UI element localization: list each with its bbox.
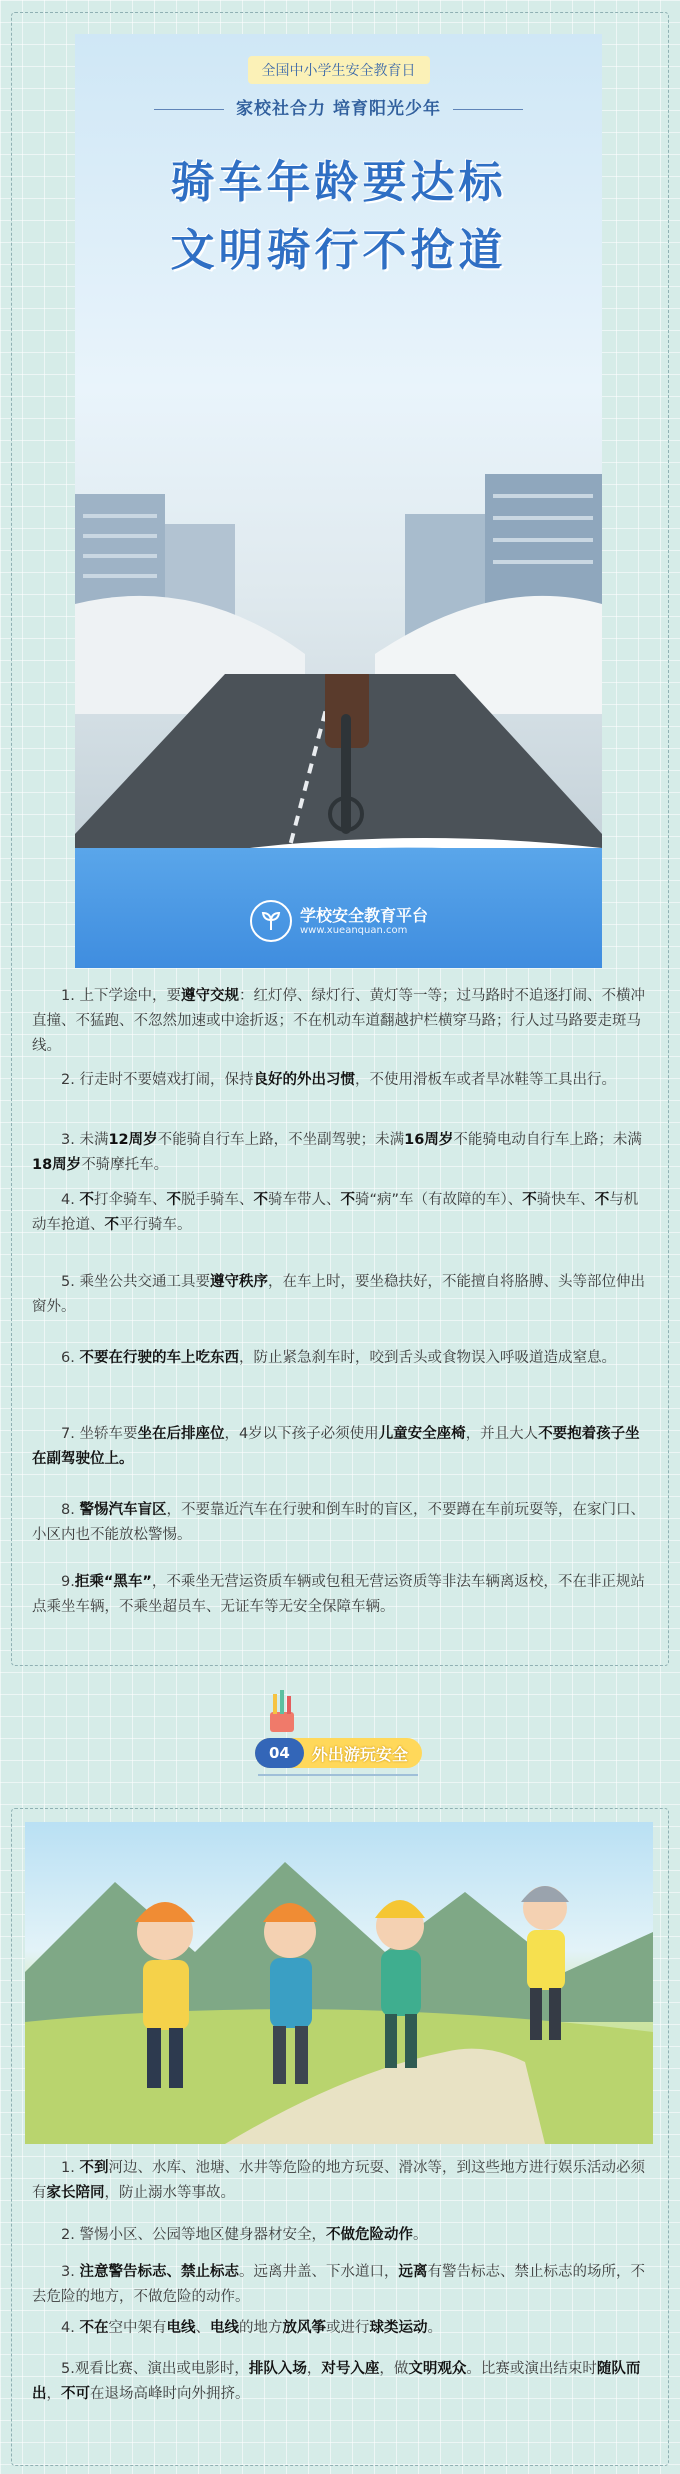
body-text: 6. [61,1350,80,1366]
body-text: ，不使用滑板车或者旱冰鞋等工具出行。 [354,1072,616,1088]
highlight-text: 注意警告标志、禁止标志 [79,2264,239,2280]
highlight-text: 不可 [61,2386,90,2402]
highlight-text: 对号入座 [321,2361,380,2377]
body-text: 9. [61,1574,75,1590]
body-text: 河边、水库、池塘、水井等危险的地方玩耍、滑冰等，到这些地方进行娱乐活动必须有 [32,2160,645,2201]
highlight-text: 随队而出 [32,2361,641,2402]
highlight-text: 不要抱着孩子坐在副驾驶位上。 [32,1426,640,1467]
hero-title-line2: 文明骑行不抢道 [170,225,507,276]
hero-title-line1: 骑车年龄要达标 [170,157,507,208]
highlight-text: 不 [253,1192,268,1208]
list-item [32,2223,646,2248]
list-item [32,2156,646,2206]
body-text: 3. [61,2264,80,2280]
body-text: 骑快车、 [536,1192,595,1208]
platform-logo[interactable] [250,900,428,942]
body-text: 打伞骑车、 [93,1192,167,1208]
body-text: 骑“病”车（有故障的车）、 [354,1192,523,1208]
list-item [32,1498,646,1548]
body-text: 。 [412,2227,428,2243]
highlight-text: 不 [104,1217,119,1233]
body-text: ，防止溺水等事故。 [104,2185,235,2201]
highlight-text: 电线 [166,2320,196,2336]
body-text: 。 [427,2320,442,2336]
highlight-text: 不 [166,1192,181,1208]
list-item [32,1346,646,1371]
body-text: 8. [61,1502,80,1518]
highlight-text: 排队入场 [248,2361,307,2377]
highlight-text: 不 [522,1192,537,1208]
section-number: 04 [255,1738,304,1768]
list-item [32,984,646,1059]
highlight-text: 儿童安全座椅 [378,1426,466,1442]
body-text: ，并且大人 [465,1426,539,1442]
body-text: 4. [61,1192,80,1208]
body-text: 有警告标志、禁止标志的场所，不去危险的地方，不做危险的动作。 [32,2264,645,2305]
body-text: 不骑摩托车。 [81,1157,169,1173]
section-heading: 外出游玩安全 [311,1744,408,1764]
body-text: 2. 警惕小区、公园等地区健身器材安全， [61,2227,326,2243]
list-item [32,1422,646,1472]
hero-poster [75,34,602,968]
highlight-text: 16周岁 [404,1132,454,1148]
body-text: 。远离井盖、下水道口， [238,2264,399,2280]
highlight-text: 家长陪同 [46,2185,105,2201]
platform-name: 学校安全教育平台 [300,905,429,925]
body-text: ，在车上时，要坐稳扶好，不能擅自将胳膊、头等部位伸出窗外。 [32,1274,645,1315]
body-text: 的地方 [238,2320,283,2336]
section-header-outdoor [0,1690,680,1790]
list-item [32,1570,646,1620]
platform-banner [75,848,602,968]
body-text: ， [46,2386,61,2402]
list-item [32,2260,646,2310]
section-underline [258,1774,418,1776]
pencil-cup-icon [264,1690,300,1734]
highlight-text: 警惕汽车盲区 [79,1502,167,1518]
body-text: 不能骑自行车上路，不坐副驾驶；未满 [157,1132,405,1148]
highlight-text: 放风筝 [282,2320,326,2336]
body-text: 平行骑车。 [119,1217,192,1233]
body-text: 4. [61,2320,80,2336]
body-text: 5.观看比赛、演出或电影时， [61,2361,249,2377]
list-item [32,1188,646,1238]
highlight-text: 不 [79,1192,94,1208]
body-text: 脱手骑车、 [180,1192,254,1208]
body-text: ， [306,2361,322,2377]
highlight-text: 拒乘“黑车” [74,1574,152,1590]
highlight-text: 12周岁 [108,1132,158,1148]
sprout-icon [250,900,292,942]
list-item [32,2357,646,2407]
body-text: 2. 行走时不要嬉戏打闹，保持 [61,1072,254,1088]
highlight-text: 不到 [79,2160,109,2176]
body-text: ，不要靠近汽车在行驶和倒车时的盲区，不要蹲在车前玩耍等，在家门口、小区内也不能放松警惕。 [32,1502,645,1543]
list-item [32,1068,646,1093]
body-text: ，4岁以下孩子必须使用 [224,1426,379,1442]
section-pill [255,1738,422,1768]
body-text: 骑车带人、 [267,1192,341,1208]
body-text: 在退场高峰时向外拥挤。 [90,2386,250,2402]
body-text: ，不乘坐无营运资质车辆或包租无营运资质等非法车辆离返校，不在非正规站点乘坐车辆，不乘坐超员车、无证车等无安全保障车辆。 [32,1574,645,1615]
body-text: 。比赛或演出结束时 [466,2361,597,2377]
highlight-text: 18周岁 [32,1157,82,1173]
body-text: ，做 [379,2361,409,2377]
highlight-text: 文明观众 [408,2361,467,2377]
list-item [32,1270,646,1320]
highlight-text: 不要在行驶的车上吃东西 [79,1350,239,1366]
body-text: 空中架有 [108,2320,167,2336]
highlight-text: 坐在后排座位 [137,1426,225,1442]
body-text: 与机动车抢道、 [32,1192,639,1233]
event-badge: 全国中小学生安全教育日 [248,56,430,84]
highlight-text: 不 [340,1192,355,1208]
body-text: 1. 上下学途中，要 [61,988,181,1004]
highlight-text: 不 [594,1192,610,1208]
highlight-text: 遵守秩序 [209,1274,268,1290]
highlight-text: 远离 [398,2264,428,2280]
highlight-text: 不做危险动作 [325,2227,413,2243]
platform-url: www.xueanquan.com [300,924,408,936]
body-text: 3. 未满 [61,1132,109,1148]
highlight-text: 不在 [79,2320,109,2336]
body-text: 5. 乘坐公共交通工具要 [61,1274,210,1290]
highlight-text: 电线 [209,2320,239,2336]
highlight-text: 良好的外出习惯 [253,1072,355,1088]
hero-subtitle: 家校社合力 培育阳光少年 [75,94,602,119]
highlight-text: 遵守交规 [180,988,239,1004]
body-text: ，防止紧急刹车时，咬到舌头或食物误入呼吸道造成窒息。 [238,1350,616,1366]
hiking-children-illustration [25,1822,653,2144]
body-text: 不能骑电动自行车上路；未满 [453,1132,642,1148]
list-item [32,2316,646,2341]
body-text: 或进行 [325,2320,370,2336]
list-item [32,1128,646,1178]
highlight-text: 球类运动 [369,2320,428,2336]
body-text: 1. [61,2160,80,2176]
body-text: ：红灯停、绿灯行、黄灯等一等；过马路时不追逐打闹、不横冲直撞、不猛跑、不忽然加速或中途折返；不在机动车道翻越护栏横穿马路；行人过马路要走斑马线。 [32,988,645,1054]
body-text: 7. 坐轿车要 [61,1426,138,1442]
body-text: 、 [195,2320,210,2336]
